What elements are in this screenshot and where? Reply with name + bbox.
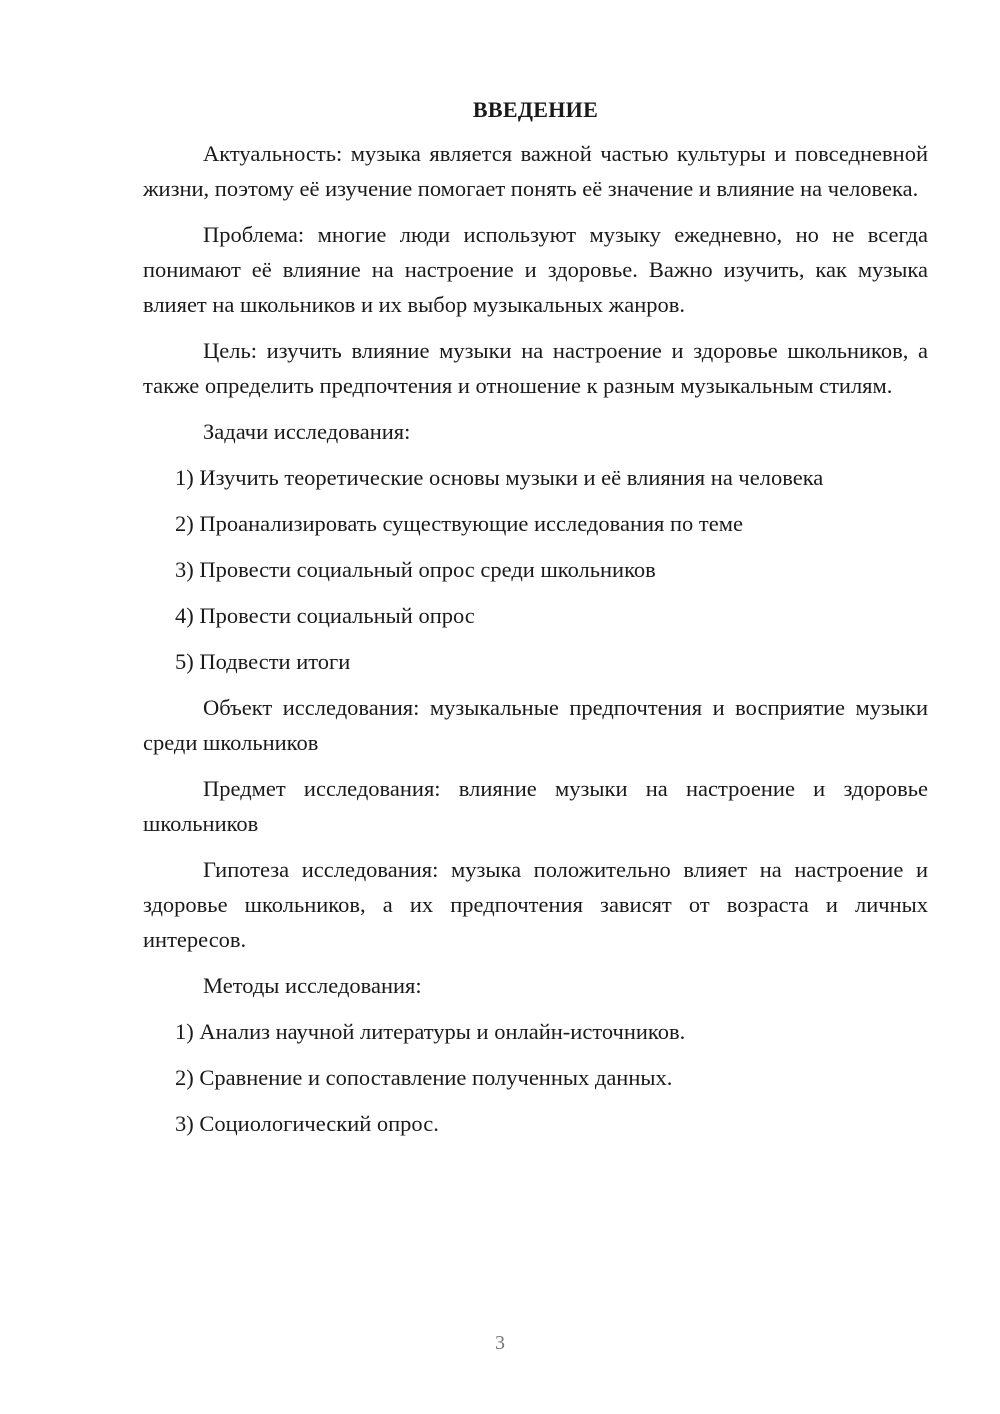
goal-paragraph: Цель: изучить влияние музыки на настроение и здоровье школьников, а также определить предпочтения и отношение к разным музыкальным стилям.	[143, 338, 928, 398]
tasks-list	[143, 460, 928, 679]
document-page	[143, 88, 928, 1152]
list-item: 1) Анализ научной литературы и онлайн-источников.	[175, 1019, 686, 1044]
list-item: 4) Провести социальный опрос	[175, 603, 475, 628]
hypothesis-paragraph: Гипотеза исследования: музыка положительно влияет на настроение и здоровье школьников, а их предпочтения зависят от возраста и личных интересов.	[143, 857, 928, 952]
list-item: 2) Сравнение и сопоставление полученных данных.	[175, 1065, 673, 1090]
list-item: 2) Проанализировать существующие исследования по теме	[175, 511, 743, 536]
problem-paragraph: Проблема: многие люди используют музыку ежедневно, но не всегда понимают её влияние на настроение и здоровье. Важно изучить, как музыка влияет на школьников и их выбор музыкальных жанров.	[143, 222, 928, 317]
methods-list	[143, 1014, 928, 1141]
list-item: 3) Социологический опрос.	[175, 1111, 439, 1136]
section-heading: ВВЕДЕНИЕ	[472, 97, 599, 122]
list-item: 1) Изучить теоретические основы музыки и её влияния на человека	[175, 465, 824, 490]
relevance-paragraph: Актуальность: музыка является важной частью культуры и повседневной жизни, поэтому её изучение помогает понять её значение и влияние на человека.	[143, 141, 928, 201]
list-item: 5) Подвести итоги	[175, 649, 351, 674]
page-number: 3	[495, 1332, 505, 1354]
methods-heading: Методы исследования:	[203, 973, 422, 998]
object-paragraph: Объект исследования: музыкальные предпочтения и восприятие музыки среди школьников	[143, 695, 928, 755]
tasks-heading: Задачи исследования:	[203, 419, 411, 444]
subject-paragraph: Предмет исследования: влияние музыки на настроение и здоровье школьников	[143, 776, 928, 836]
list-item: 3) Провести социальный опрос среди школьников	[175, 557, 656, 582]
